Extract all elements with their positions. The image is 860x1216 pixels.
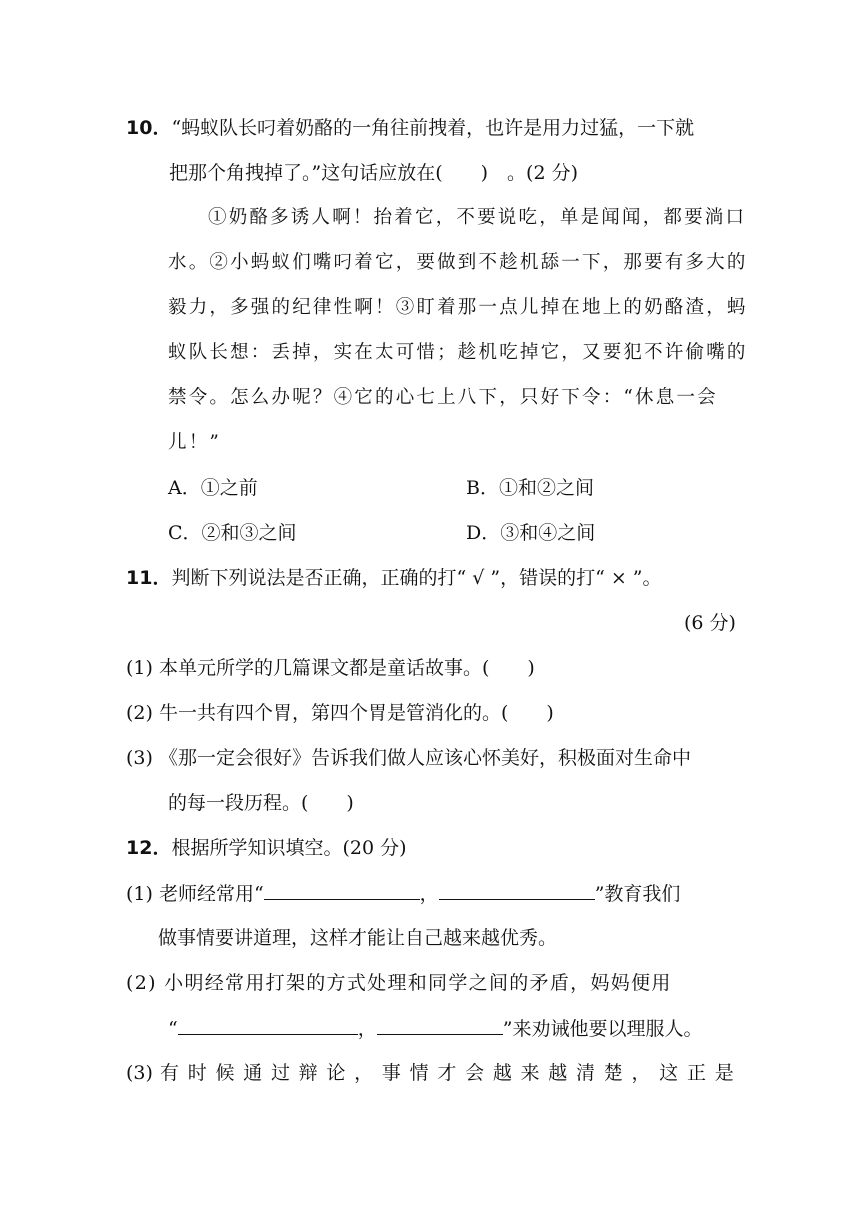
q12-item-3-num: (3) [126, 1062, 153, 1084]
q10-option-a[interactable]: A．①之前 [168, 477, 258, 499]
q12-item2-comma: ， [357, 1018, 377, 1040]
answer-blank[interactable] [264, 881, 420, 900]
q10-stem-line2: 把那个角拽掉了。”这句话应放在( ) 。(2 分) [169, 162, 578, 184]
q12-item2-tail: ”来劝诫他要以理服人。 [502, 1018, 703, 1040]
q11-score: (6 分) [684, 612, 736, 634]
answer-blank[interactable] [377, 1016, 503, 1035]
q12-item3-char: 过 [270, 1062, 290, 1084]
q12-item3-char: 时 [187, 1062, 207, 1084]
q10-passage-line: 水。②小蚂蚁们嘴叼着它，要做到不趁机舔一下，那要有多大的 [168, 252, 748, 273]
q12-item3-char: ， [631, 1062, 651, 1084]
q12-item-1-cont: 做事情要讲道理，这样才能让自己越来越优秀。 [158, 927, 558, 949]
answer-blank[interactable] [439, 881, 595, 900]
q10-option-c[interactable]: C．②和③之间 [168, 522, 297, 544]
q12-item3-char: 这 [659, 1062, 679, 1084]
q10-option-b[interactable]: B．①和②之间 [466, 477, 594, 499]
q12-item3-char: 来 [520, 1062, 540, 1084]
q10-passage-line: ①奶酪多诱人啊！抬着它，不要说吃，单是闻闻，都要淌口 [208, 207, 747, 228]
q12-item3-char: 正 [686, 1062, 706, 1084]
q11-item-2: (2) 牛一共有四个胃，第四个胃是管消化的。( ) [126, 702, 554, 724]
q12-item3-char: 通 [243, 1062, 263, 1084]
answer-blank[interactable] [178, 1016, 358, 1035]
q10-passage-line: 蚁队长想：丢掉，实在太可惜；趁机吃掉它，又要犯不许偷嘴的 [168, 342, 748, 363]
q12-item1-tail: ”教育我们 [594, 883, 681, 905]
q12-item3-char: 清 [576, 1062, 596, 1084]
q11-item-3: (3) 《那一定会很好》告诉我们做人应该心怀美好，积极面对生命中 [126, 747, 691, 769]
q12-number: 12． [126, 837, 172, 859]
q12-item3-char: 越 [492, 1062, 512, 1084]
q10-passage-line: 禁令。怎么办呢？④它的心七上八下，只好下令：“休息一会 [168, 387, 718, 408]
q11-item-3-cont: 的每一段历程。( ) [168, 792, 354, 814]
q12-item3-char: 楚 [603, 1062, 623, 1084]
q12-item-3-text [160, 1061, 734, 1085]
q12-item3-char: 会 [465, 1062, 485, 1084]
q12-item3-char: 候 [215, 1062, 235, 1084]
q12-item3-char: 论 [326, 1062, 346, 1084]
q12-item3-char: 事 [381, 1062, 401, 1084]
q12-stem-text: 根据所学知识填空。(20 分) [171, 837, 407, 859]
q11-stem [126, 566, 662, 590]
q10-passage-line: 毅力，多强的纪律性啊！③盯着那一点儿掉在地上的奶酪渣，蚂 [168, 297, 748, 318]
q10-stem-line1 [126, 116, 694, 140]
q12-item-1 [126, 881, 680, 906]
q10-passage-line: 儿！” [168, 432, 222, 453]
q12-item3-char: 情 [409, 1062, 429, 1084]
q11-stem-text: 判断下列说法是否正确，正确的打“ √ ”，错误的打“ × ”。 [171, 567, 662, 589]
q11-item-1: (1) 本单元所学的几篇课文都是童话故事。( ) [126, 657, 535, 679]
q12-item1-comma: ， [419, 883, 439, 905]
q10-option-d[interactable]: D．③和④之间 [466, 522, 596, 544]
q12-stem [126, 836, 407, 860]
q12-item-2: (2) 小明经常用打架的方式处理和同学之间的矛盾，妈妈便用 [126, 972, 672, 994]
q11-number: 11． [126, 567, 172, 589]
q12-item2-open-quote: “ [168, 1018, 178, 1040]
q12-item3-char: 辩 [298, 1062, 318, 1084]
q12-item1-lead: (1) 老师经常用“ [126, 883, 264, 905]
q10-number: 10． [126, 117, 172, 139]
q12-item3-char: 才 [437, 1062, 457, 1084]
q12-item3-char: 是 [714, 1062, 734, 1084]
q12-item3-char: 越 [548, 1062, 568, 1084]
q12-item3-char: 有 [160, 1062, 180, 1084]
q12-item-2-cont [168, 1016, 702, 1041]
q12-item3-char: ， [354, 1062, 374, 1084]
q10-stem-text1: “蚂蚁队长叼着奶酪的一角往前拽着，也许是用力过猛，一下就 [171, 117, 695, 139]
